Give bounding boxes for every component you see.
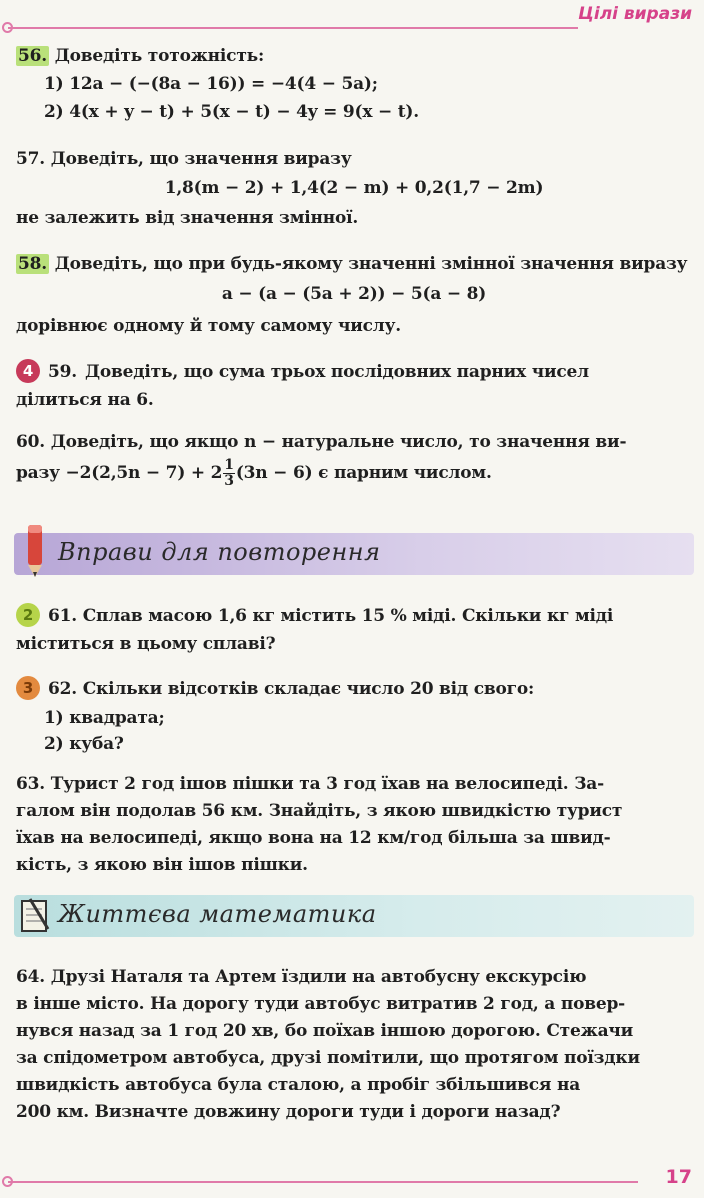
- formula: a − (a − (5a + 2)) − 5(a − 8): [221, 284, 487, 304]
- problem-line: в інше місто. На дорогу туди автобус витратив 2 год, а повер-: [16, 994, 625, 1014]
- problem-line: міститься в цьому сплаві?: [16, 633, 276, 654]
- problem-62: [16, 677, 692, 756]
- pencil-icon: [18, 523, 54, 577]
- problem-intro: Скільки відсотків складає число 20 від свого:: [82, 679, 535, 699]
- section-title: Життєва математика: [58, 900, 377, 928]
- problem-line: Доведіть, що якщо n − натуральне число, то значення ви-: [50, 432, 627, 452]
- problem-number: 57.: [16, 149, 45, 169]
- level-badge: 3: [16, 676, 40, 700]
- item-1: 1) 12a − (−(8a − 16)) = −4(4 − 5a);: [44, 74, 378, 94]
- problem-line: Турист 2 год ішов пішки та 3 год їхав на велосипеді. За-: [50, 774, 604, 794]
- problem-64: [16, 965, 692, 1124]
- problem-tail: дорівнює одному й тому самому числу.: [16, 316, 401, 336]
- problem-line: їхав на велосипеді, якщо вона на 12 км/год більша за швид-: [16, 828, 611, 848]
- problem-number: 63.: [16, 774, 45, 794]
- notebook-icon: [16, 895, 56, 937]
- problem-line: нувся назад за 1 год 20 хв, бо поїхав іншою дорогою. Стежачи: [16, 1021, 634, 1041]
- problem-57: [16, 147, 692, 230]
- expression-part: разу −2(2,5n − 7) + 2: [16, 463, 223, 483]
- problem-number: 64.: [16, 967, 45, 987]
- expression-part: (3n − 6) є парним числом.: [235, 463, 492, 483]
- problem-line: Сплав масою 1,6 кг містить 15 % міді. Скільки кг міді: [82, 606, 614, 626]
- problem-60: [16, 430, 692, 489]
- problem-number: 61.: [48, 606, 77, 626]
- problem-line: Доведіть, що сума трьох послідовних парних чисел: [84, 362, 589, 382]
- problem-63: [16, 772, 692, 877]
- formula: 1,8(m − 2) + 1,4(2 − m) + 0,2(1,7 − 2m): [164, 178, 544, 198]
- problem-line: Друзі Наталя та Артем їздили на автобусну екскурсію: [50, 967, 587, 987]
- page-number: 17: [665, 1166, 692, 1188]
- problem-line: галом він подолав 56 км. Знайдіть, з якою швидкістю турист: [16, 801, 623, 821]
- fraction: [223, 458, 235, 489]
- fraction-denominator: 3: [224, 473, 234, 489]
- problem-number: 60.: [16, 432, 45, 452]
- problem-line: за спідометром автобуса, друзі помітили, що протягом поїздки: [16, 1048, 640, 1068]
- problem-number: 62.: [48, 679, 77, 699]
- problem-line: 200 км. Визначте довжину дороги туди і дороги назад?: [16, 1102, 561, 1122]
- running-header: Цілі вирази: [578, 4, 692, 24]
- problem-56: [16, 44, 692, 124]
- section-banner-life-math: [14, 895, 694, 937]
- problem-number: 59.: [48, 362, 77, 382]
- problem-line: ділиться на 6.: [16, 389, 154, 410]
- problem-59: [16, 360, 692, 412]
- section-banner-review: [14, 533, 694, 575]
- problem-intro: Доведіть, що при будь-якому значенні змінної значення виразу: [54, 254, 688, 274]
- problem-number: 56.: [18, 46, 47, 66]
- problem-58: [16, 252, 692, 338]
- header-rule: [8, 27, 578, 29]
- item-2: 2) куба?: [44, 733, 124, 754]
- item-1: 1) квадрата;: [44, 707, 165, 728]
- problem-intro: Доведіть, що значення виразу: [50, 149, 352, 169]
- problem-tail: не залежить від значення змінної.: [16, 208, 359, 228]
- problem-number: 58.: [18, 254, 47, 274]
- problem-61: [16, 604, 692, 656]
- level-badge: 4: [16, 359, 40, 383]
- footer-rule: [8, 1181, 638, 1183]
- level-badge: 2: [16, 603, 40, 627]
- section-title: Вправи для повторення: [58, 538, 381, 566]
- problem-intro: Доведіть тотожність:: [54, 46, 265, 66]
- problem-line: швидкість автобуса була сталою, а пробіг збільшився на: [16, 1075, 581, 1095]
- problem-line: кість, з якою він ішов пішки.: [16, 855, 308, 875]
- item-2: 2) 4(x + y − t) + 5(x − t) − 4y = 9(x − t).: [44, 102, 419, 122]
- fraction-numerator: 1: [224, 457, 234, 473]
